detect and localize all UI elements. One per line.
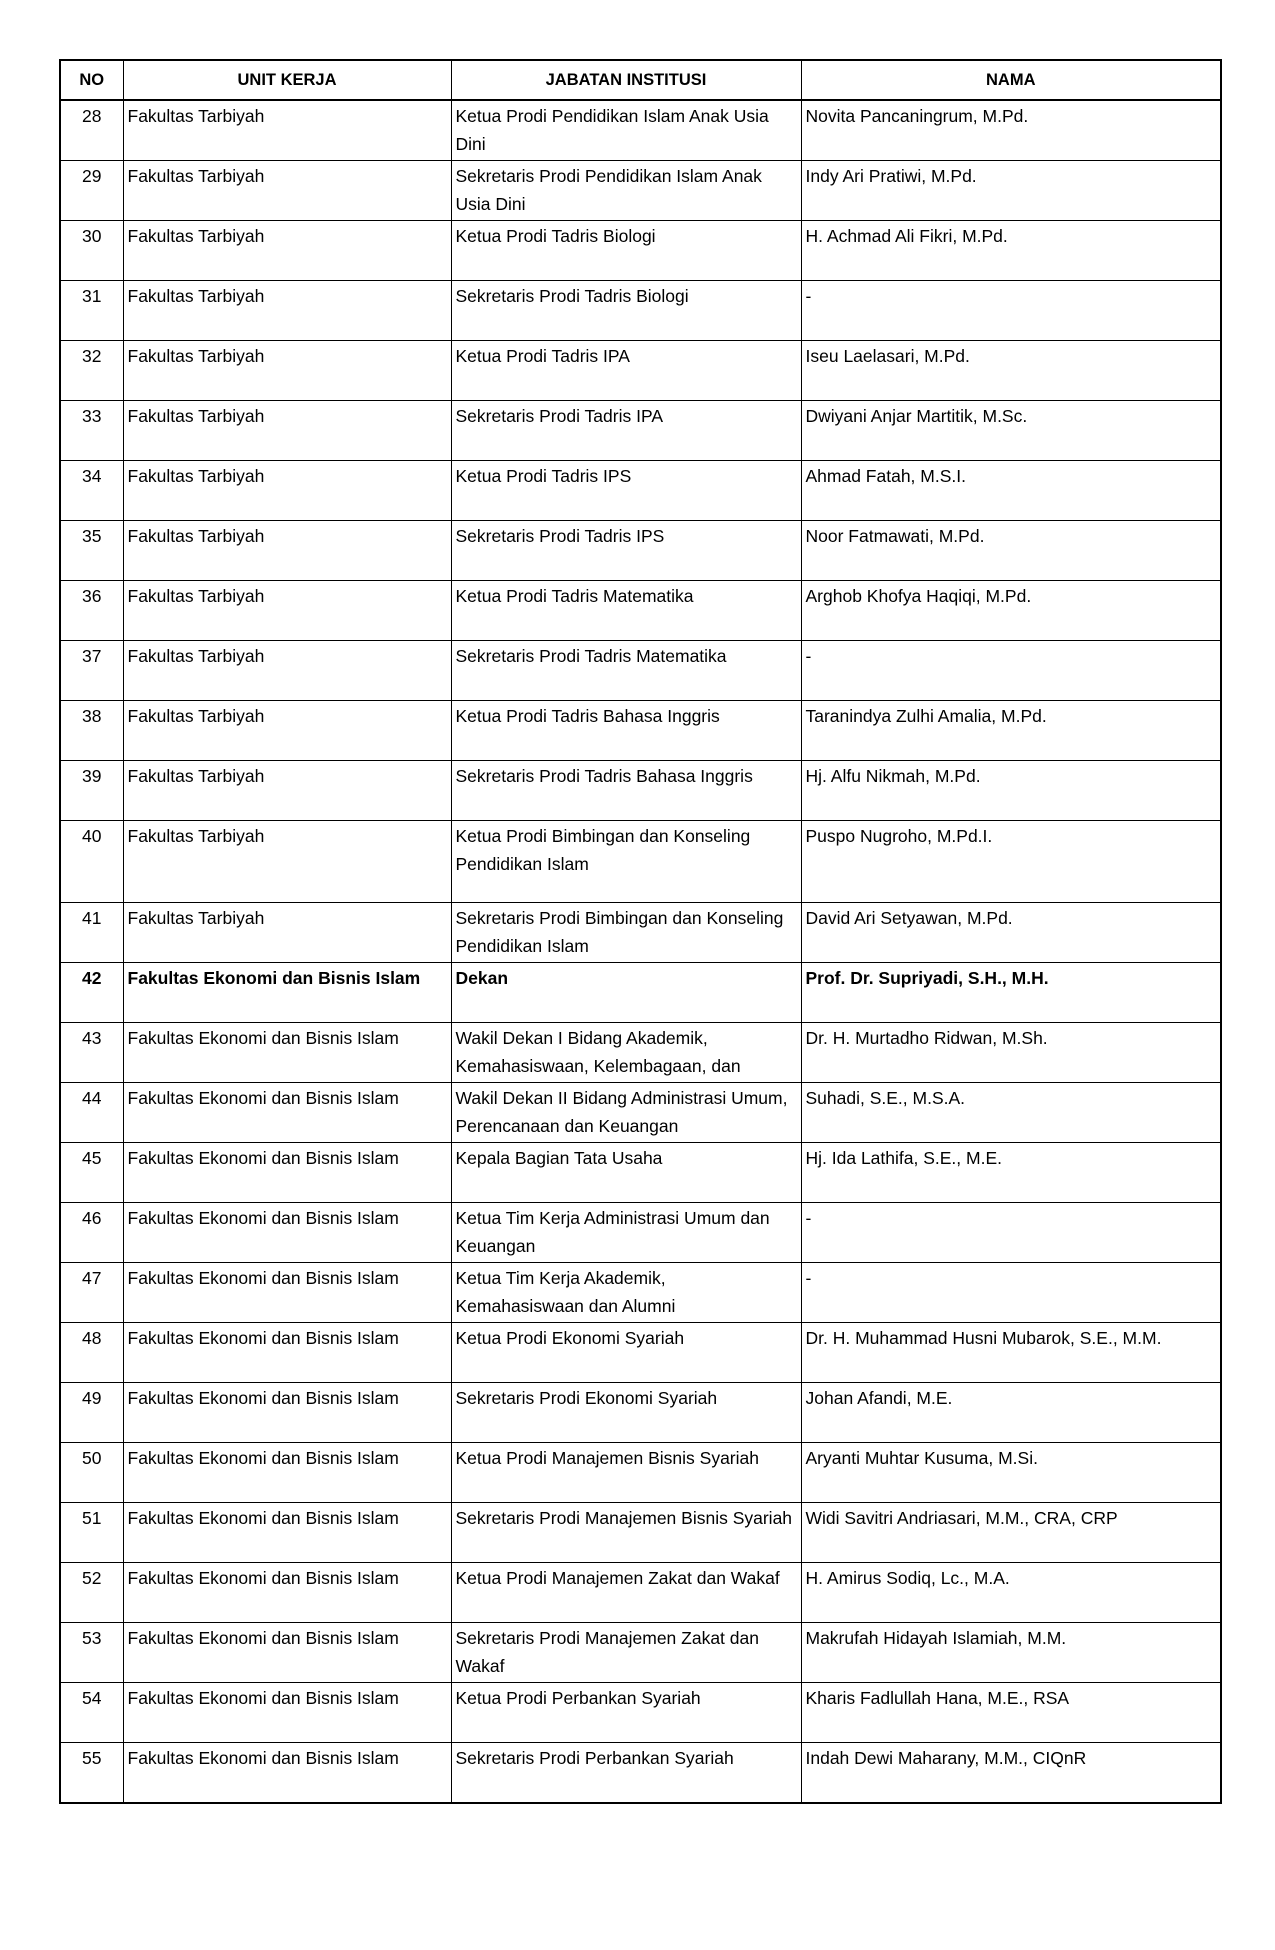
table-row xyxy=(60,1143,1221,1203)
row-jabatan-institusi: Sekretaris Prodi Manajemen Bisnis Syariah xyxy=(451,1503,801,1563)
row-jabatan-institusi: Ketua Prodi Tadris Matematika xyxy=(451,581,801,641)
row-nama: - xyxy=(801,1263,1221,1323)
row-unit-kerja: Fakultas Ekonomi dan Bisnis Islam xyxy=(123,1263,451,1323)
column-header-nama: NAMA xyxy=(801,60,1221,100)
row-nama: Puspo Nugroho, M.Pd.I. xyxy=(801,821,1221,903)
row-nama: Hj. Ida Lathifa, S.E., M.E. xyxy=(801,1143,1221,1203)
row-jabatan-institusi: Sekretaris Prodi Pendidikan Islam Anak Usia Dini xyxy=(451,161,801,221)
row-unit-kerja: Fakultas Tarbiyah xyxy=(123,281,451,341)
table-row xyxy=(60,1743,1221,1804)
header-row xyxy=(60,60,1221,100)
table-row xyxy=(60,1443,1221,1503)
row-no: 45 xyxy=(60,1143,123,1203)
row-nama: - xyxy=(801,641,1221,701)
row-jabatan-institusi: Sekretaris Prodi Tadris Bahasa Inggris xyxy=(451,761,801,821)
row-nama: Indah Dewi Maharany, M.M., CIQnR xyxy=(801,1743,1221,1804)
row-jabatan-institusi: Ketua Tim Kerja Akademik, Kemahasiswaan dan Alumni xyxy=(451,1263,801,1323)
staff-table xyxy=(59,59,1222,1804)
row-unit-kerja: Fakultas Tarbiyah xyxy=(123,903,451,963)
row-jabatan-institusi: Ketua Prodi Tadris IPA xyxy=(451,341,801,401)
row-unit-kerja: Fakultas Ekonomi dan Bisnis Islam xyxy=(123,1563,451,1623)
row-nama: David Ari Setyawan, M.Pd. xyxy=(801,903,1221,963)
row-nama: Iseu Laelasari, M.Pd. xyxy=(801,341,1221,401)
row-jabatan-institusi: Ketua Prodi Tadris IPS xyxy=(451,461,801,521)
row-unit-kerja: Fakultas Ekonomi dan Bisnis Islam xyxy=(123,1743,451,1804)
row-no: 31 xyxy=(60,281,123,341)
row-nama: Prof. Dr. Supriyadi, S.H., M.H. xyxy=(801,963,1221,1023)
row-no: 41 xyxy=(60,903,123,963)
row-jabatan-institusi: Sekretaris Prodi Bimbingan dan Konseling Pendidikan Islam xyxy=(451,903,801,963)
table-row xyxy=(60,1563,1221,1623)
column-header-unit-kerja: UNIT KERJA xyxy=(123,60,451,100)
column-header-no: NO xyxy=(60,60,123,100)
row-jabatan-institusi: Sekretaris Prodi Ekonomi Syariah xyxy=(451,1383,801,1443)
row-unit-kerja: Fakultas Ekonomi dan Bisnis Islam xyxy=(123,1023,451,1083)
row-no: 32 xyxy=(60,341,123,401)
column-header-jabatan-institusi: JABATAN INSTITUSI xyxy=(451,60,801,100)
row-no: 55 xyxy=(60,1743,123,1804)
row-unit-kerja: Fakultas Ekonomi dan Bisnis Islam xyxy=(123,1203,451,1263)
row-unit-kerja: Fakultas Tarbiyah xyxy=(123,100,451,161)
row-nama: Indy Ari Pratiwi, M.Pd. xyxy=(801,161,1221,221)
row-no: 54 xyxy=(60,1683,123,1743)
table-row xyxy=(60,903,1221,963)
row-no: 46 xyxy=(60,1203,123,1263)
row-no: 38 xyxy=(60,701,123,761)
row-jabatan-institusi: Kepala Bagian Tata Usaha xyxy=(451,1143,801,1203)
table-row xyxy=(60,1263,1221,1323)
row-no: 53 xyxy=(60,1623,123,1683)
row-no: 39 xyxy=(60,761,123,821)
row-nama: Hj. Alfu Nikmah, M.Pd. xyxy=(801,761,1221,821)
row-unit-kerja: Fakultas Ekonomi dan Bisnis Islam xyxy=(123,1083,451,1143)
table-row xyxy=(60,641,1221,701)
table-row xyxy=(60,521,1221,581)
table-row xyxy=(60,281,1221,341)
row-unit-kerja: Fakultas Ekonomi dan Bisnis Islam xyxy=(123,1503,451,1563)
row-nama: Aryanti Muhtar Kusuma, M.Si. xyxy=(801,1443,1221,1503)
table-row xyxy=(60,100,1221,161)
row-unit-kerja: Fakultas Tarbiyah xyxy=(123,821,451,903)
table-row xyxy=(60,1683,1221,1743)
row-unit-kerja: Fakultas Ekonomi dan Bisnis Islam xyxy=(123,1623,451,1683)
table-row xyxy=(60,341,1221,401)
row-jabatan-institusi: Sekretaris Prodi Tadris Matematika xyxy=(451,641,801,701)
row-unit-kerja: Fakultas Tarbiyah xyxy=(123,401,451,461)
row-no: 48 xyxy=(60,1323,123,1383)
row-unit-kerja: Fakultas Tarbiyah xyxy=(123,461,451,521)
row-jabatan-institusi: Wakil Dekan I Bidang Akademik, Kemahasiswaan, Kelembagaan, dan xyxy=(451,1023,801,1083)
row-nama: - xyxy=(801,1203,1221,1263)
table-row xyxy=(60,1623,1221,1683)
row-jabatan-institusi: Ketua Prodi Manajemen Zakat dan Wakaf xyxy=(451,1563,801,1623)
row-unit-kerja: Fakultas Ekonomi dan Bisnis Islam xyxy=(123,1443,451,1503)
row-no: 29 xyxy=(60,161,123,221)
row-no: 43 xyxy=(60,1023,123,1083)
row-no: 51 xyxy=(60,1503,123,1563)
row-no: 50 xyxy=(60,1443,123,1503)
row-unit-kerja: Fakultas Ekonomi dan Bisnis Islam xyxy=(123,1323,451,1383)
table-row xyxy=(60,761,1221,821)
table-row xyxy=(60,581,1221,641)
row-unit-kerja: Fakultas Tarbiyah xyxy=(123,581,451,641)
row-nama: Novita Pancaningrum, M.Pd. xyxy=(801,100,1221,161)
row-nama: Makrufah Hidayah Islamiah, M.M. xyxy=(801,1623,1221,1683)
row-nama: Dr. H. Murtadho Ridwan, M.Sh. xyxy=(801,1023,1221,1083)
table-row xyxy=(60,821,1221,903)
row-nama: Dwiyani Anjar Martitik, M.Sc. xyxy=(801,401,1221,461)
row-no: 34 xyxy=(60,461,123,521)
row-jabatan-institusi: Sekretaris Prodi Manajemen Zakat dan Wakaf xyxy=(451,1623,801,1683)
table-row xyxy=(60,1023,1221,1083)
table-row xyxy=(60,1083,1221,1143)
row-unit-kerja: Fakultas Ekonomi dan Bisnis Islam xyxy=(123,1383,451,1443)
table-row xyxy=(60,1503,1221,1563)
row-jabatan-institusi: Ketua Tim Kerja Administrasi Umum dan Keuangan xyxy=(451,1203,801,1263)
row-no: 49 xyxy=(60,1383,123,1443)
row-jabatan-institusi: Ketua Prodi Tadris Biologi xyxy=(451,221,801,281)
table-row xyxy=(60,161,1221,221)
row-no: 40 xyxy=(60,821,123,903)
table-row xyxy=(60,221,1221,281)
row-nama: Dr. H. Muhammad Husni Mubarok, S.E., M.M. xyxy=(801,1323,1221,1383)
row-no: 44 xyxy=(60,1083,123,1143)
row-unit-kerja: Fakultas Tarbiyah xyxy=(123,761,451,821)
table-row xyxy=(60,1323,1221,1383)
row-no: 52 xyxy=(60,1563,123,1623)
row-jabatan-institusi: Sekretaris Prodi Tadris IPS xyxy=(451,521,801,581)
row-jabatan-institusi: Ketua Prodi Pendidikan Islam Anak Usia Dini xyxy=(451,100,801,161)
row-no: 42 xyxy=(60,963,123,1023)
row-unit-kerja: Fakultas Tarbiyah xyxy=(123,521,451,581)
row-nama: Arghob Khofya Haqiqi, M.Pd. xyxy=(801,581,1221,641)
row-nama: - xyxy=(801,281,1221,341)
row-no: 28 xyxy=(60,100,123,161)
row-jabatan-institusi: Sekretaris Prodi Perbankan Syariah xyxy=(451,1743,801,1804)
row-nama: H. Achmad Ali Fikri, M.Pd. xyxy=(801,221,1221,281)
row-nama: Kharis Fadlullah Hana, M.E., RSA xyxy=(801,1683,1221,1743)
table-row xyxy=(60,1203,1221,1263)
row-unit-kerja: Fakultas Tarbiyah xyxy=(123,161,451,221)
table-row xyxy=(60,1383,1221,1443)
row-jabatan-institusi: Ketua Prodi Bimbingan dan Konseling Pendidikan Islam xyxy=(451,821,801,903)
row-no: 30 xyxy=(60,221,123,281)
row-unit-kerja: Fakultas Ekonomi dan Bisnis Islam xyxy=(123,1683,451,1743)
table-row xyxy=(60,461,1221,521)
table-row xyxy=(60,963,1221,1023)
row-unit-kerja: Fakultas Ekonomi dan Bisnis Islam xyxy=(123,1143,451,1203)
row-nama: Widi Savitri Andriasari, M.M., CRA, CRP xyxy=(801,1503,1221,1563)
row-no: 35 xyxy=(60,521,123,581)
row-jabatan-institusi: Ketua Prodi Perbankan Syariah xyxy=(451,1683,801,1743)
row-nama: Johan Afandi, M.E. xyxy=(801,1383,1221,1443)
row-unit-kerja: Fakultas Tarbiyah xyxy=(123,221,451,281)
row-no: 47 xyxy=(60,1263,123,1323)
table-row xyxy=(60,701,1221,761)
row-no: 37 xyxy=(60,641,123,701)
row-jabatan-institusi: Ketua Prodi Manajemen Bisnis Syariah xyxy=(451,1443,801,1503)
row-nama: H. Amirus Sodiq, Lc., M.A. xyxy=(801,1563,1221,1623)
row-no: 36 xyxy=(60,581,123,641)
table-row xyxy=(60,401,1221,461)
row-jabatan-institusi: Ketua Prodi Ekonomi Syariah xyxy=(451,1323,801,1383)
row-nama: Taranindya Zulhi Amalia, M.Pd. xyxy=(801,701,1221,761)
row-no: 33 xyxy=(60,401,123,461)
row-jabatan-institusi: Wakil Dekan II Bidang Administrasi Umum, Perencanaan dan Keuangan xyxy=(451,1083,801,1143)
row-unit-kerja: Fakultas Tarbiyah xyxy=(123,641,451,701)
row-nama: Noor Fatmawati, M.Pd. xyxy=(801,521,1221,581)
row-unit-kerja: Fakultas Tarbiyah xyxy=(123,701,451,761)
row-unit-kerja: Fakultas Ekonomi dan Bisnis Islam xyxy=(123,963,451,1023)
row-jabatan-institusi: Ketua Prodi Tadris Bahasa Inggris xyxy=(451,701,801,761)
row-jabatan-institusi: Dekan xyxy=(451,963,801,1023)
row-jabatan-institusi: Sekretaris Prodi Tadris IPA xyxy=(451,401,801,461)
row-unit-kerja: Fakultas Tarbiyah xyxy=(123,341,451,401)
row-jabatan-institusi: Sekretaris Prodi Tadris Biologi xyxy=(451,281,801,341)
row-nama: Suhadi, S.E., M.S.A. xyxy=(801,1083,1221,1143)
row-nama: Ahmad Fatah, M.S.I. xyxy=(801,461,1221,521)
